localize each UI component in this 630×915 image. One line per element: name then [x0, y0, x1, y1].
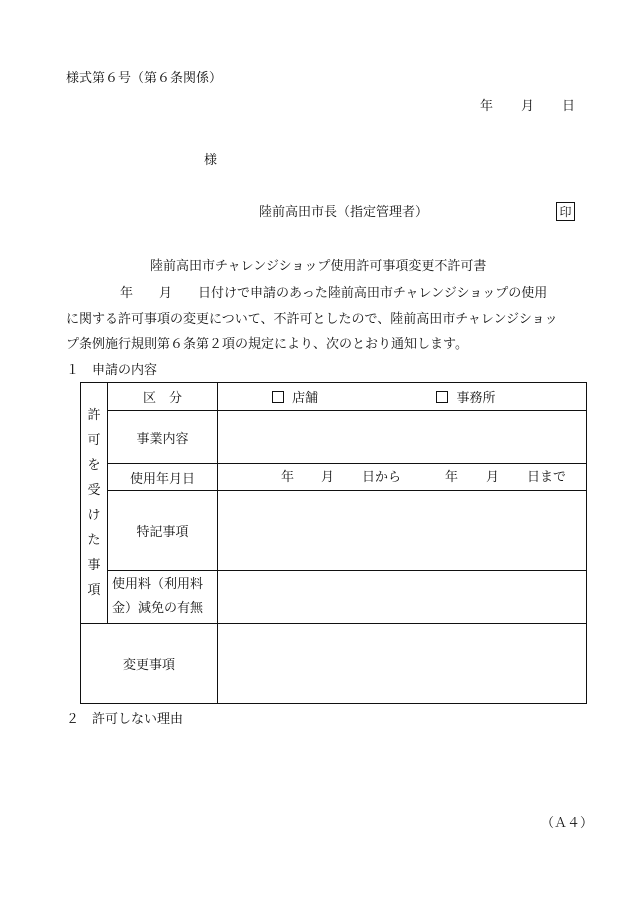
seal-stamp: 印 [556, 202, 575, 221]
side-char: 許 [87, 408, 101, 423]
from-month: 月 [321, 470, 335, 485]
notes-field[interactable] [218, 491, 587, 571]
change-field[interactable] [218, 624, 587, 704]
business-field[interactable] [218, 411, 587, 464]
side-char: 受 [87, 483, 101, 498]
side-char: た [87, 533, 101, 548]
side-char: け [87, 508, 101, 523]
permit-table [80, 382, 587, 704]
period-label: 使用年月日 [108, 464, 218, 491]
period-field[interactable] [218, 464, 587, 491]
side-label [81, 383, 108, 624]
body-text-line3: プ条例施行規則第６条第２項の規定により、次のとおり通知します。 [66, 337, 468, 352]
date-day: 日 [562, 99, 576, 114]
document-title: 陸前高田市チャレンジショップ使用許可事項変更不許可書 [150, 259, 487, 274]
side-char: 項 [87, 583, 101, 598]
section2-heading: ２ 許可しない理由 [66, 712, 184, 727]
date-month: 月 [521, 99, 535, 114]
section1-heading: １ 申請の内容 [66, 363, 158, 378]
notes-label: 特記事項 [108, 491, 218, 571]
fee-label-line1: 使用料（利用料 [112, 577, 204, 592]
office-checkbox[interactable] [436, 391, 448, 403]
issuer-name: 陸前高田市長（指定管理者） [259, 205, 429, 220]
change-label: 変更事項 [81, 624, 218, 704]
body-text-line1: 年 月 日付けで申請のあった陸前高田市チャレンジショップの使用 [120, 286, 548, 301]
fee-field[interactable] [218, 571, 587, 624]
paper-size: （Ａ４） [541, 816, 594, 831]
side-char: を [87, 458, 101, 473]
office-option-label: 事務所 [456, 391, 496, 406]
from-year: 年 [281, 470, 295, 485]
fee-label [108, 571, 218, 624]
category-label: 区 分 [108, 383, 218, 411]
to-day: 日まで [527, 470, 567, 485]
side-char: 可 [87, 433, 101, 448]
category-options [218, 383, 587, 411]
store-checkbox[interactable] [272, 391, 284, 403]
to-month: 月 [486, 470, 500, 485]
from-day: 日から [362, 470, 402, 485]
addressee-suffix: 様 [204, 153, 218, 168]
date-year: 年 [480, 99, 494, 114]
body-text-line2: に関する許可事項の変更について、不許可としたので、陸前高田市チャレンジショッ [66, 312, 558, 327]
business-label: 事業内容 [108, 411, 218, 464]
to-year: 年 [445, 470, 459, 485]
store-option-label: 店舗 [292, 391, 319, 406]
side-char: 事 [87, 558, 101, 573]
fee-label-line2: 金）減免の有無 [112, 601, 204, 616]
form-number: 様式第６号（第６条関係） [66, 71, 223, 86]
